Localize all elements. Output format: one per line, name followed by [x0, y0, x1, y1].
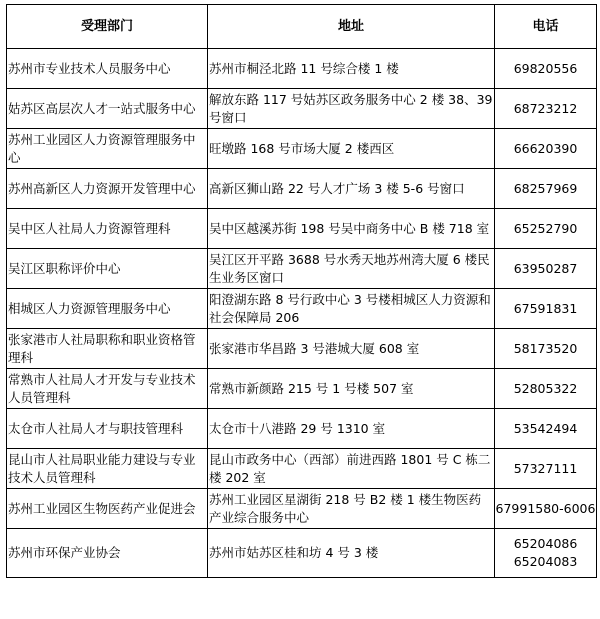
- address-cell: 吴江区开平路 3688 号水秀天地苏州湾大厦 6 楼民生业务区窗口: [208, 249, 495, 289]
- table-row: [7, 209, 597, 249]
- dept-cell: 吴江区职称评价中心: [7, 249, 208, 289]
- address-cell: 旺墩路 168 号市场大厦 2 楼西区: [208, 129, 495, 169]
- address-cell: 常熟市新颜路 215 号 1 号楼 507 室: [208, 369, 495, 409]
- header-phone: 电话: [495, 5, 597, 49]
- phone-number: 69820556: [513, 60, 578, 76]
- table-row: [7, 249, 597, 289]
- phone-number: 66620390: [513, 140, 578, 156]
- phone-cell: [495, 89, 597, 129]
- phone-cell: [495, 289, 597, 329]
- table-row: [7, 489, 597, 529]
- address-cell: 吴中区越溪苏街 198 号吴中商务中心 B 楼 718 室: [208, 209, 495, 249]
- dept-cell: 张家港市人社局职称和职业资格管理科: [7, 329, 208, 369]
- phone-cell: [495, 329, 597, 369]
- phone-cell: [495, 169, 597, 209]
- phone-cell: [495, 129, 597, 169]
- dept-cell: 苏州工业园区生物医药产业促进会: [7, 489, 208, 529]
- phone-cell: [495, 409, 597, 449]
- address-cell: 昆山市政务中心（西部）前进西路 1801 号 C 栋二楼 202 室: [208, 449, 495, 489]
- address-cell: 张家港市华昌路 3 号港城大厦 608 室: [208, 329, 495, 369]
- table-row: [7, 449, 597, 489]
- address-cell: 太仓市十八港路 29 号 1310 室: [208, 409, 495, 449]
- phone-number: 58173520: [513, 340, 578, 356]
- table-row: [7, 89, 597, 129]
- phone-cell: [495, 449, 597, 489]
- phone-number: 67591831: [513, 300, 578, 316]
- table-row: [7, 169, 597, 209]
- phone-cell: [495, 489, 597, 529]
- dept-cell: 苏州市专业技术人员服务中心: [7, 49, 208, 89]
- dept-cell: 常熟市人社局人才开发与专业技术人员管理科: [7, 369, 208, 409]
- phone-number: 65204083: [513, 554, 578, 569]
- phone-cell: [495, 529, 597, 578]
- contact-table: [6, 4, 597, 578]
- dept-cell: 相城区人力资源管理服务中心: [7, 289, 208, 329]
- dept-cell: 太仓市人社局人才与职技管理科: [7, 409, 208, 449]
- dept-cell: 苏州工业园区人力资源管理服务中心: [7, 129, 208, 169]
- phone-number: 63950287: [513, 260, 578, 276]
- address-cell: 解放东路 117 号姑苏区政务服务中心 2 楼 38、39 号窗口: [208, 89, 495, 129]
- dept-cell: 姑苏区高层次人才一站式服务中心: [7, 89, 208, 129]
- header-address: 地址: [208, 5, 495, 49]
- phone-number: 65252790: [513, 220, 578, 236]
- table-row: [7, 289, 597, 329]
- phone-cell: [495, 49, 597, 89]
- phone-number: 57327111: [513, 460, 578, 476]
- dept-cell: 吴中区人社局人力资源管理科: [7, 209, 208, 249]
- address-cell: 高新区狮山路 22 号人才广场 3 楼 5-6 号窗口: [208, 169, 495, 209]
- header-dept: 受理部门: [7, 5, 208, 49]
- dept-cell: 昆山市人社局职业能力建设与专业技术人员管理科: [7, 449, 208, 489]
- table-row: [7, 529, 597, 578]
- table-row: [7, 409, 597, 449]
- table-row: [7, 329, 597, 369]
- address-cell: 阳澄湖东路 8 号行政中心 3 号楼相城区人力资源和社会保障局 206: [208, 289, 495, 329]
- address-cell: 苏州市姑苏区桂和坊 4 号 3 楼: [208, 529, 495, 578]
- phone-number: 65204086: [513, 536, 578, 551]
- address-cell: 苏州市桐泾北路 11 号综合楼 1 楼: [208, 49, 495, 89]
- phone-number: 68257969: [513, 180, 578, 196]
- dept-cell: 苏州高新区人力资源开发管理中心: [7, 169, 208, 209]
- phone-cell: [495, 249, 597, 289]
- phone-number: 68723212: [513, 100, 578, 116]
- phone-number: 53542494: [513, 420, 578, 436]
- dept-cell: 苏州市环保产业协会: [7, 529, 208, 578]
- table-row: [7, 369, 597, 409]
- table-row: [7, 49, 597, 89]
- address-cell: 苏州工业园区星湖街 218 号 B2 楼 1 楼生物医药产业综合服务中心: [208, 489, 495, 529]
- phone-number: 52805322: [513, 380, 578, 396]
- phone-number: 67991580-6006: [495, 500, 596, 516]
- header-row: [7, 5, 597, 49]
- phone-cell: [495, 369, 597, 409]
- table-row: [7, 129, 597, 169]
- phone-cell: [495, 209, 597, 249]
